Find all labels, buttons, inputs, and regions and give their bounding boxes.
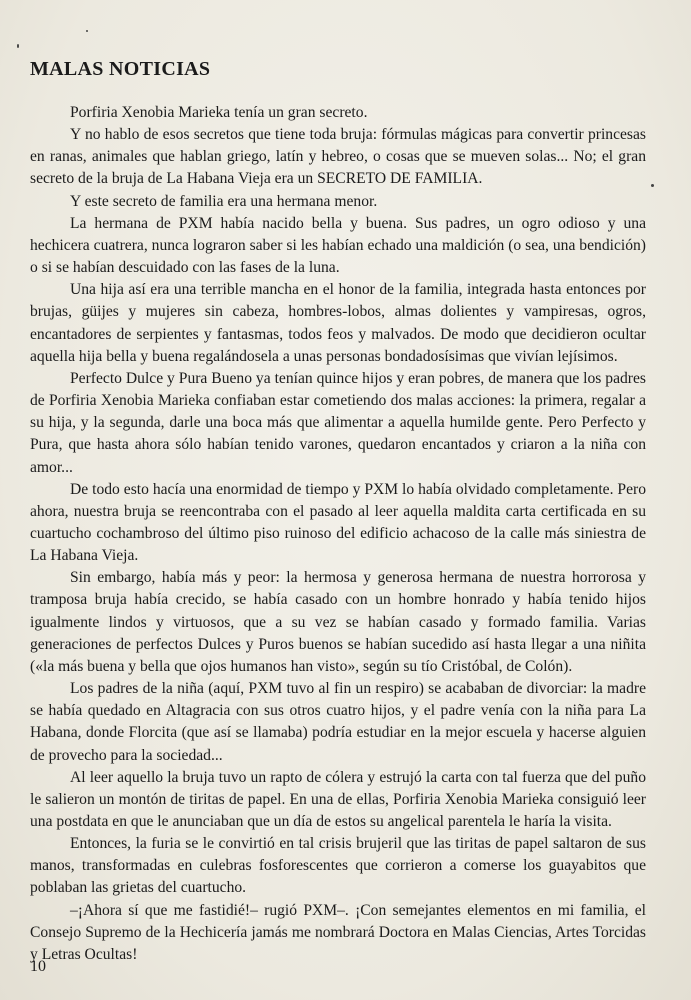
paragraph: Porfiria Xenobia Marieka tenía un gran secreto. (70, 104, 368, 121)
paragraph: Perfecto Dulce y Pura Bueno ya tenían quince hijos y eran pobres, de manera que los padres de Porfiria Xenobia Marieka confiaban estar cometiendo dos malas acciones: la primera, regalar a su hija, y la segunda, darle una boca más que alimentar a aquella humilde gente. Pero Perfecto y Pura, que hasta ahora sólo habían tenido varones, quedaron encantados y criaron a la niña con amor... (30, 369, 646, 476)
paper-speck (651, 184, 654, 187)
chapter-title: MALAS NOTICIAS (30, 58, 211, 80)
paragraph: Al leer aquello la bruja tuvo un rapto de cólera y estrujó la carta con tal fuerza que del puño le salieron un montón de tiritas de papel. En una de ellas, Porfiria Xenobia Marieka consiguió leer una postdata en que le anunciaban que un día de estos su angelical parentela le haría la visita. (30, 768, 646, 830)
paragraph: La hermana de PXM había nacido bella y buena. Sus padres, un ogro odioso y una hechicera cuatrera, nunca lograron saber si les habían echado una maldición (o sea, una bendición) o si se habían descuidado con las fases de la luna. (30, 214, 646, 277)
paper-speck (86, 30, 88, 32)
page-number: 10 (30, 958, 46, 975)
paragraph: De todo esto hacía una enormidad de tiempo y PXM lo había olvidado completamente. Pero ahora, nuestra bruja se reencontraba con el pasado al leer aquella maldita carta certificada en su cuartucho cochambroso del último piso ruinoso del edificio achacoso de la calle más siniestra de La Habana Vieja. (30, 480, 646, 565)
paragraph: Los padres de la niña (aquí, PXM tuvo al fin un respiro) se acababan de divorciar: la madre se había quedado en Altagracia con sus otros cuatro hijos, y el padre venía con la niña para La Habana, donde Florcita (que así se llamaba) podría estudiar en la mejor escuela y hacerse alguien de provecho para la sociedad... (30, 680, 646, 764)
paragraph: –¡Ahora sí que me fastidié!– rugió PXM–. ¡Con semejantes elementos en mi familia, el Consejo Supremo de la Hechicería jamás me nombrará Doctora en Malas Ciencias, Artes Torcidas y Letras Ocultas! (30, 901, 646, 963)
paragraph: Y este secreto de familia era una hermana menor. (70, 192, 378, 210)
paragraph: Sin embargo, había más y peor: la hermosa y generosa hermana de nuestra horrorosa y tramposa bruja había crecido, se había casado con un hombre honrado y había tenido hijos igualmente lindos y virtuosos, que a su vez se habían casado y formado familia. Varias generaciones de perfectos Dulces y Puros buenos se habían sucedido así hasta llegar a una niñita («la más buena y bella que ojos humanos han visto», según su tío Cristóbal, de Colón). (30, 569, 646, 675)
paper-speck (17, 44, 19, 48)
body-text (30, 102, 646, 966)
paragraph: Una hija así era una terrible mancha en el honor de la familia, integrada hasta entonces por brujas, güijes y mujeres sin cabeza, hombres-lobos, almas dolientes y vampiresas, ogros, encantadores de serpientes y fantasmas, todos feos y malvados. De modo que decidieron ocultar aquella hija bella y buena regalándosela a unas personas bondadosísimas que vivían lejísimos. (30, 281, 646, 365)
paragraph: Y no hablo de esos secretos que tiene toda bruja: fórmulas mágicas para convertir princesas en ranas, animales que hablan griego, latín y hebreo, o cosas que se mueven solas... No; el gran secreto de la bruja de La Habana Vieja era un SECRETO DE FAMILIA. (30, 126, 646, 188)
paragraph: Entonces, la furia se le convirtió en tal crisis brujeril que las tiritas de papel saltaron de sus manos, transformadas en culebras fosforescentes que corrieron a comerse los guayabitos que poblaban las grietas del cuartucho. (30, 835, 646, 897)
